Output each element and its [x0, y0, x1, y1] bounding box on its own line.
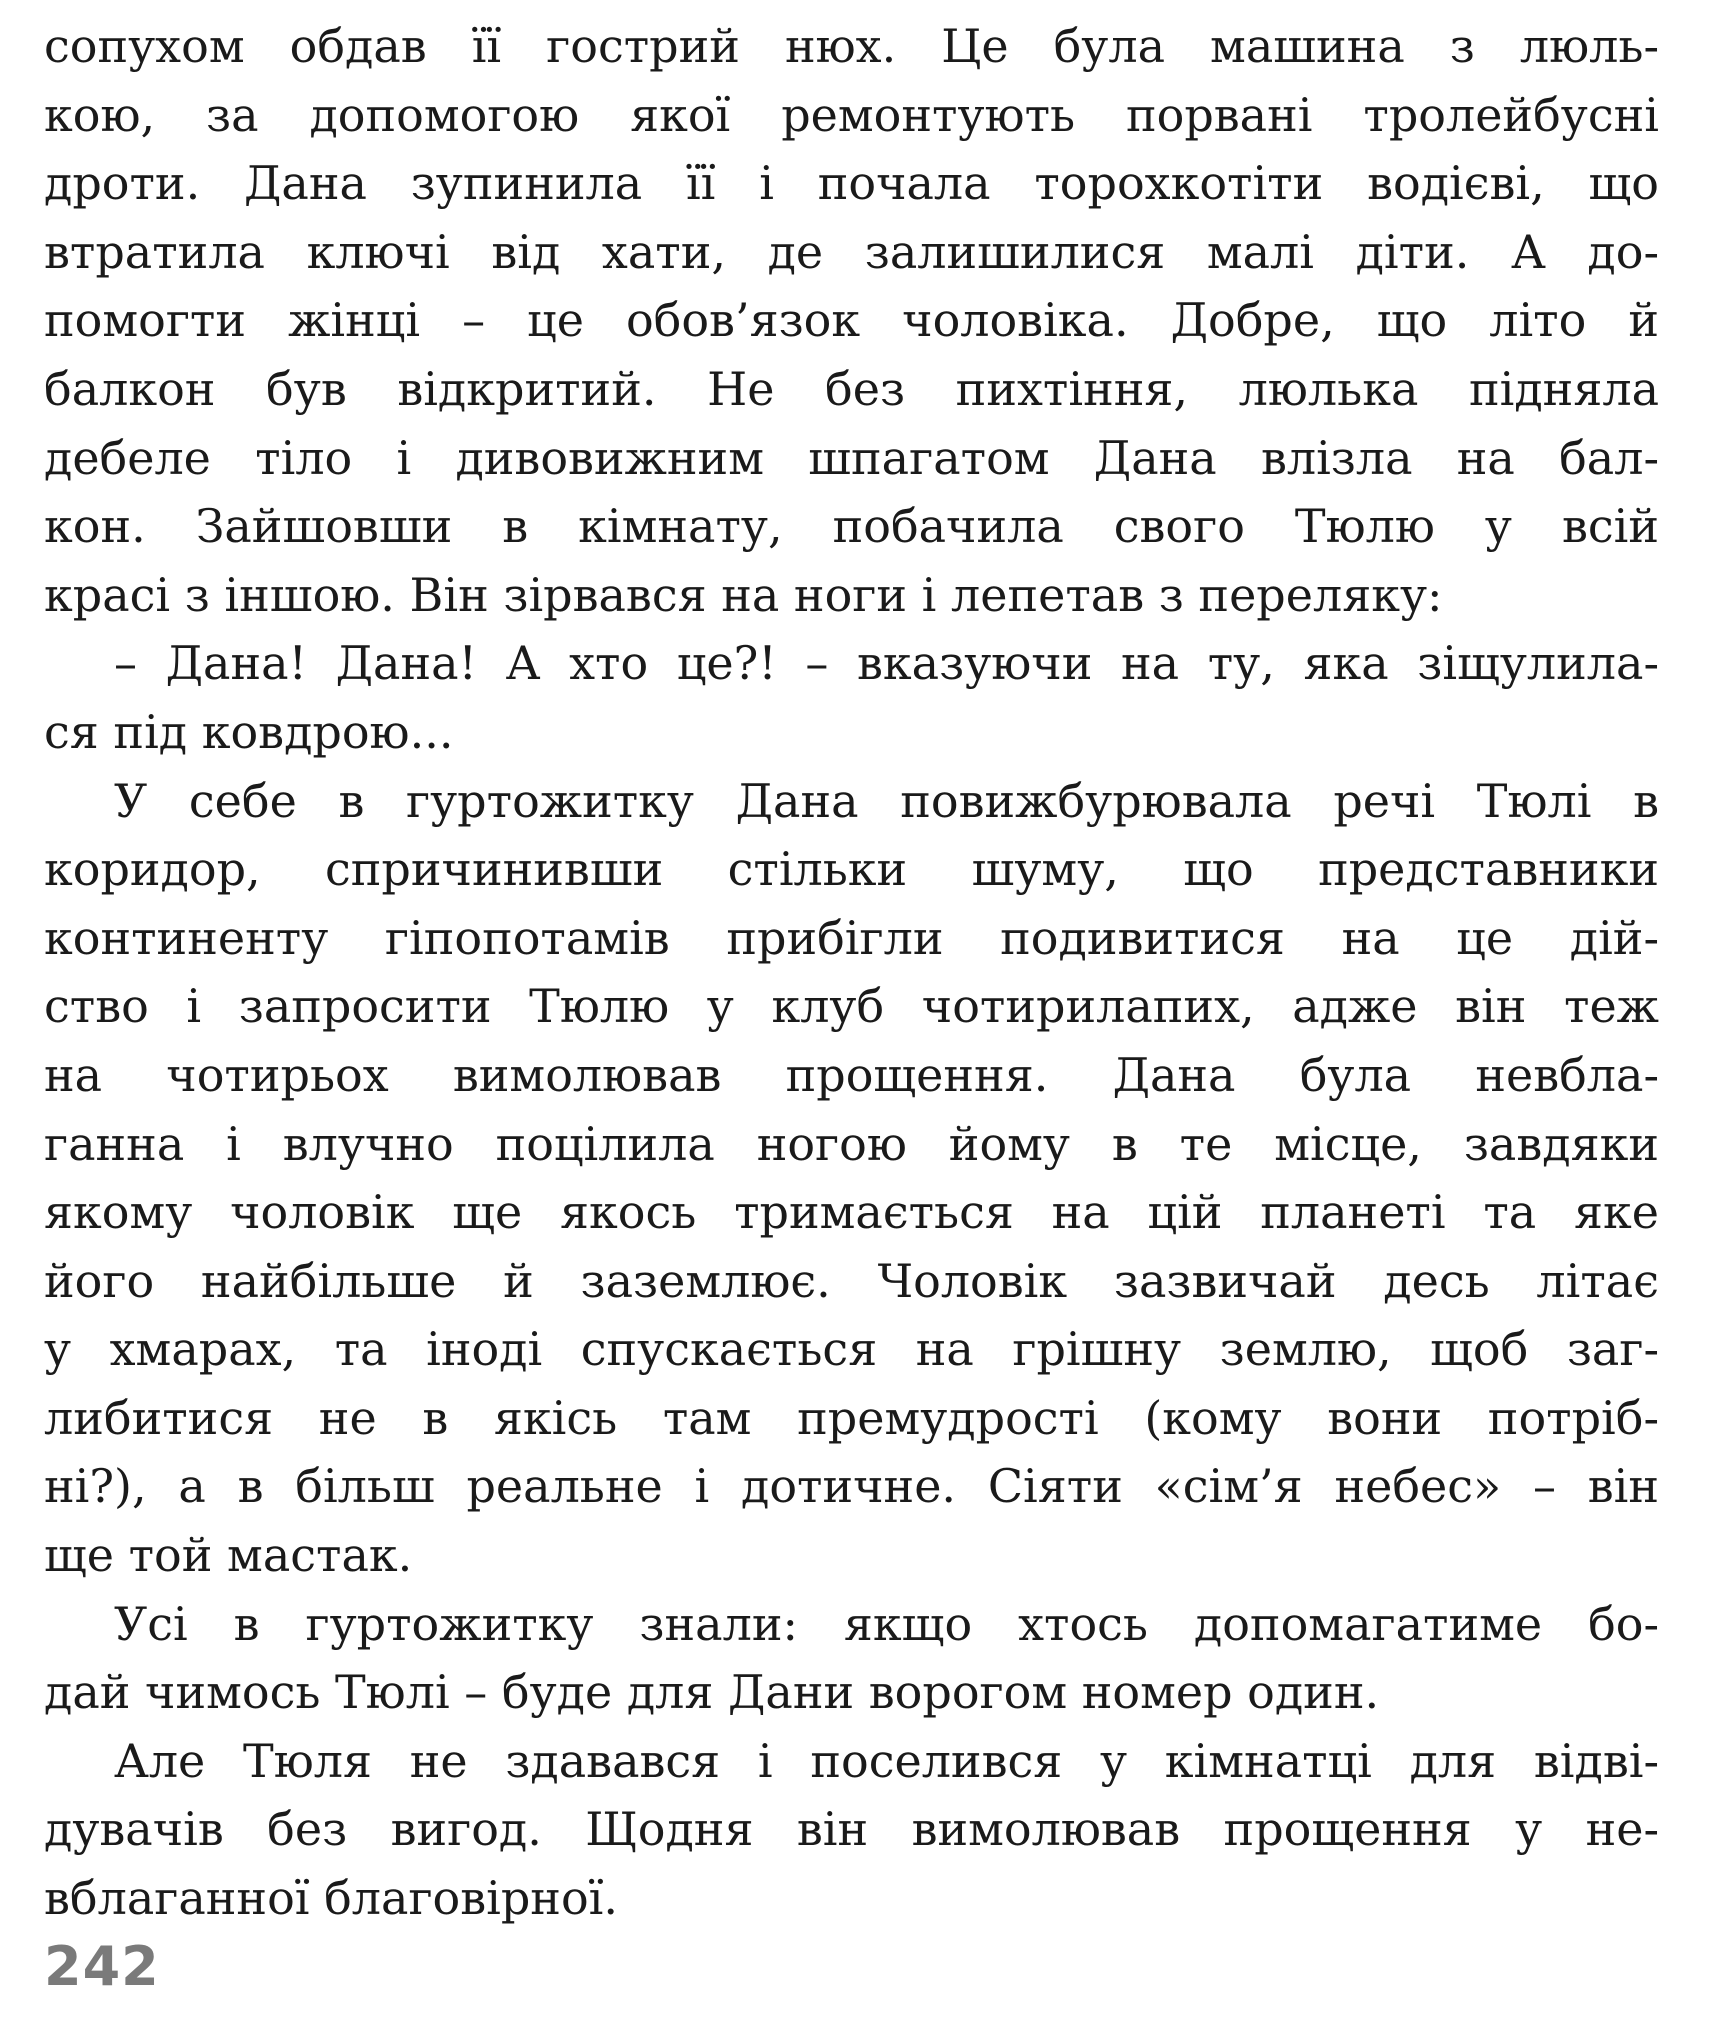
text-line: Але Тюля не здавався і поселився у кімнатці для відві-: [114, 1733, 1659, 1788]
text-line: сопухом обдав її гострий нюх. Це була машина з люль-: [44, 19, 1659, 73]
paragraph: [44, 1727, 1659, 1933]
paragraph: [44, 12, 1659, 629]
text-line: ні?), а в більш реальне і дотичне. Сіяти «сім’я небес» – він: [44, 1459, 1659, 1514]
paragraph: [44, 1590, 1659, 1727]
text-line: дай чимось Тюлі – буде для Дани ворогом номер один.: [44, 1665, 1380, 1720]
text-line: помогти жінці – це обов’язок чоловіка. Добре, що літо й: [44, 293, 1659, 348]
page-number: 242: [44, 1935, 160, 1998]
text-line: балкон був відкритий. Не без пихтіння, люлька підняла: [44, 361, 1659, 416]
text-line: його найбільше й заземлює. Чоловік зазвичай десь літає: [44, 1253, 1659, 1308]
text-line: на чотирьох вимолював прощення. Дана була невбла-: [44, 1047, 1659, 1102]
text-line: ганна і влучно поцілила ногою йому в те місце, завдяки: [44, 1116, 1659, 1171]
text-line: красі з іншою. Він зірвався на ноги і лепетав з переляку:: [44, 567, 1443, 622]
text-line: вблаганної благовірної.: [44, 1871, 618, 1926]
text-line: ще той мастак.: [44, 1528, 413, 1583]
text-line: континенту гіпопотамів прибігли подивитися на це дій-: [44, 910, 1659, 965]
text-line: кою, за допомогою якої ремонтують порвані тролейбусні: [44, 87, 1659, 142]
text-line: кон. Зайшовши в кімнату, побачила свого Тюлю у всій: [44, 499, 1659, 554]
text-line: У себе в гуртожитку Дана повижбурювала речі Тюлі в: [114, 773, 1659, 828]
paragraph: [44, 629, 1659, 766]
text-line: якому чоловік ще якось тримається на цій планеті та яке: [44, 1185, 1659, 1240]
text-line: дувачів без вигод. Щодня він вимолював прощення у не-: [44, 1802, 1659, 1857]
text-line: дроти. Дана зупинила її і почала торохкотіти водієві, що: [44, 156, 1659, 211]
body-text: [44, 12, 1659, 1933]
text-line: ство і запросити Тюлю у клуб чотирилапих, адже він теж: [44, 979, 1659, 1034]
text-line: – Дана! Дана! А хто це?! – вказуючи на ту, яка зіщулила-: [114, 636, 1659, 691]
text-line: дебеле тіло і дивовижним шпагатом Дана влізла на бал-: [44, 430, 1659, 485]
text-line: втратила ключі від хати, де залишилися малі діти. А до-: [44, 224, 1659, 279]
text-line: у хмарах, та іноді спускається на грішну землю, щоб заг-: [44, 1322, 1659, 1377]
text-line: коридор, спричинивши стільки шуму, що представники: [44, 842, 1659, 897]
text-line: Усі в гуртожитку знали: якщо хтось допомагатиме бо-: [114, 1596, 1659, 1651]
paragraph: [44, 767, 1659, 1590]
text-line: ся під ковдрою...: [44, 704, 454, 759]
text-line: либитися не в якісь там премудрості (кому вони потріб-: [44, 1390, 1659, 1445]
